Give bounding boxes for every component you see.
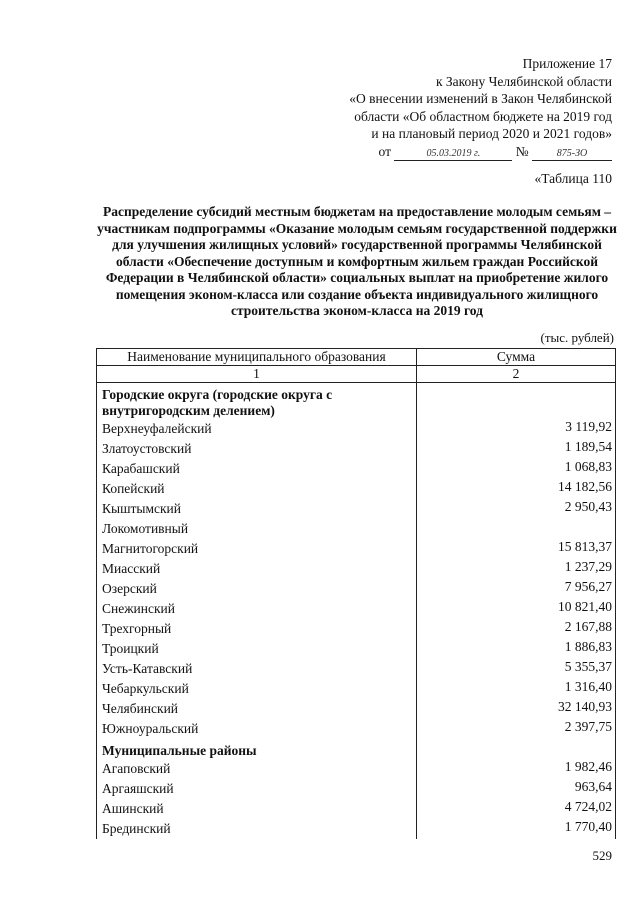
- column-number: 2: [417, 366, 616, 383]
- subsidy-amount: 963,64: [417, 779, 616, 799]
- table-row: [97, 559, 616, 579]
- subsidy-amount: [417, 739, 616, 759]
- law-date: 05.03.2019 г.: [394, 148, 512, 161]
- section-row: [97, 739, 616, 759]
- appendix-line: Приложение 17: [522, 56, 612, 71]
- appendix-line: к Закону Челябинской области: [435, 73, 612, 89]
- municipality-name: Аргаяшский: [97, 779, 417, 799]
- subsidy-amount: 1 237,29: [417, 559, 616, 579]
- municipality-name: Магнитогорский: [97, 539, 417, 559]
- subsidy-amount: 15 813,37: [417, 539, 616, 559]
- subsidy-amount: 5 355,37: [417, 659, 616, 679]
- subsidy-amount: 4 724,02: [417, 799, 616, 819]
- law-reference-row: [312, 143, 612, 161]
- subsidy-amount: 1 316,40: [417, 679, 616, 699]
- table-row: [97, 779, 616, 799]
- document-title: Распределение субсидий местным бюджетам на предоставление молодым семьям – участникам подпрограммы «Оказание молодым семьям государственной поддержки для улучшения жилищных условий» государственной программы Челябинской области «Обеспечение доступным и комфортным жильем граждан Российской Федерации в Челябинской области» социальных выплат на приобретение жилого помещения эконом-класса или создание объекта индивидуального жилищного строительства эконом-класса на 2019 год: [97, 204, 617, 318]
- municipality-name: Миасский: [97, 559, 417, 579]
- subsidy-amount: 1 068,83: [417, 459, 616, 479]
- municipality-name: Златоустовский: [97, 439, 417, 459]
- column-number-row: [97, 366, 616, 383]
- municipality-name: Троицкий: [97, 639, 417, 659]
- table-label: «Таблица 110: [534, 171, 612, 186]
- municipality-name: Кыштымский: [97, 499, 417, 519]
- subsidy-amount: 14 182,56: [417, 479, 616, 499]
- municipality-name: Карабашский: [97, 459, 417, 479]
- table-row: [97, 419, 616, 439]
- subsidy-amount: 3 119,92: [417, 419, 616, 439]
- table-row: [97, 819, 616, 839]
- appendix-header: [312, 55, 612, 161]
- law-number: 875-ЗО: [532, 148, 612, 161]
- section-name: Муниципальные районы: [97, 739, 417, 759]
- subsidy-amount: 1 770,40: [417, 819, 616, 839]
- table-row: [97, 679, 616, 699]
- subsidy-amount: 2 397,75: [417, 719, 616, 739]
- municipality-name: Чебаркульский: [97, 679, 417, 699]
- municipality-name: Озерский: [97, 579, 417, 599]
- subsidy-amount: [417, 519, 616, 539]
- table-row: [97, 639, 616, 659]
- table-row: [97, 619, 616, 639]
- subsidy-amount: 2 950,43: [417, 499, 616, 519]
- municipality-name: Агаповский: [97, 759, 417, 779]
- table-row: [97, 599, 616, 619]
- header-sum: Сумма: [417, 349, 616, 366]
- header-name: Наименование муниципального образования: [97, 349, 417, 366]
- table-row: [97, 499, 616, 519]
- section-row: [97, 383, 616, 420]
- subsidy-amount: 1 189,54: [417, 439, 616, 459]
- table-row: [97, 759, 616, 779]
- header-row: [97, 349, 616, 366]
- municipality-name: Локомотивный: [97, 519, 417, 539]
- municipality-name: Усть-Катавский: [97, 659, 417, 679]
- from-label: от: [378, 143, 391, 159]
- municipality-name: Трехгорный: [97, 619, 417, 639]
- subsidy-amount: 7 956,27: [417, 579, 616, 599]
- table-row: [97, 519, 616, 539]
- appendix-line: области «Об областном бюджете на 2019 год: [354, 108, 612, 124]
- appendix-line: «О внесении изменений в Закон Челябинской: [349, 91, 612, 106]
- table-row: [97, 539, 616, 559]
- table-row: [97, 579, 616, 599]
- table-body: [97, 383, 616, 840]
- municipality-name: Копейский: [97, 479, 417, 499]
- page-number: 529: [592, 848, 612, 863]
- municipality-name: Челябинский: [97, 699, 417, 719]
- table-row: [97, 479, 616, 499]
- municipality-name: Ашинский: [97, 799, 417, 819]
- table-row: [97, 459, 616, 479]
- subsidy-amount: 2 167,88: [417, 619, 616, 639]
- municipality-name: Брединский: [97, 819, 417, 839]
- section-name: Городские округа (городские округа с внутригородским делением): [97, 383, 417, 420]
- municipality-name: Верхнеуфалейский: [97, 419, 417, 439]
- appendix-line: и на плановый период 2020 и 2021 годов»: [371, 126, 612, 141]
- subsidy-amount: 10 821,40: [417, 599, 616, 619]
- table-row: [97, 659, 616, 679]
- number-label: №: [515, 143, 529, 159]
- subsidy-amount: 32 140,93: [417, 699, 616, 719]
- units-label: (тыс. рублей): [540, 330, 614, 345]
- municipality-name: Южноуральский: [97, 719, 417, 739]
- subsidy-amount: 1 982,46: [417, 759, 616, 779]
- subsidy-table: [96, 348, 616, 839]
- column-number: 1: [97, 366, 417, 383]
- subsidy-amount: [417, 383, 616, 420]
- table-row: [97, 799, 616, 819]
- table-row: [97, 699, 616, 719]
- table-row: [97, 439, 616, 459]
- subsidy-amount: 1 886,83: [417, 639, 616, 659]
- municipality-name: Снежинский: [97, 599, 417, 619]
- table-row: [97, 719, 616, 739]
